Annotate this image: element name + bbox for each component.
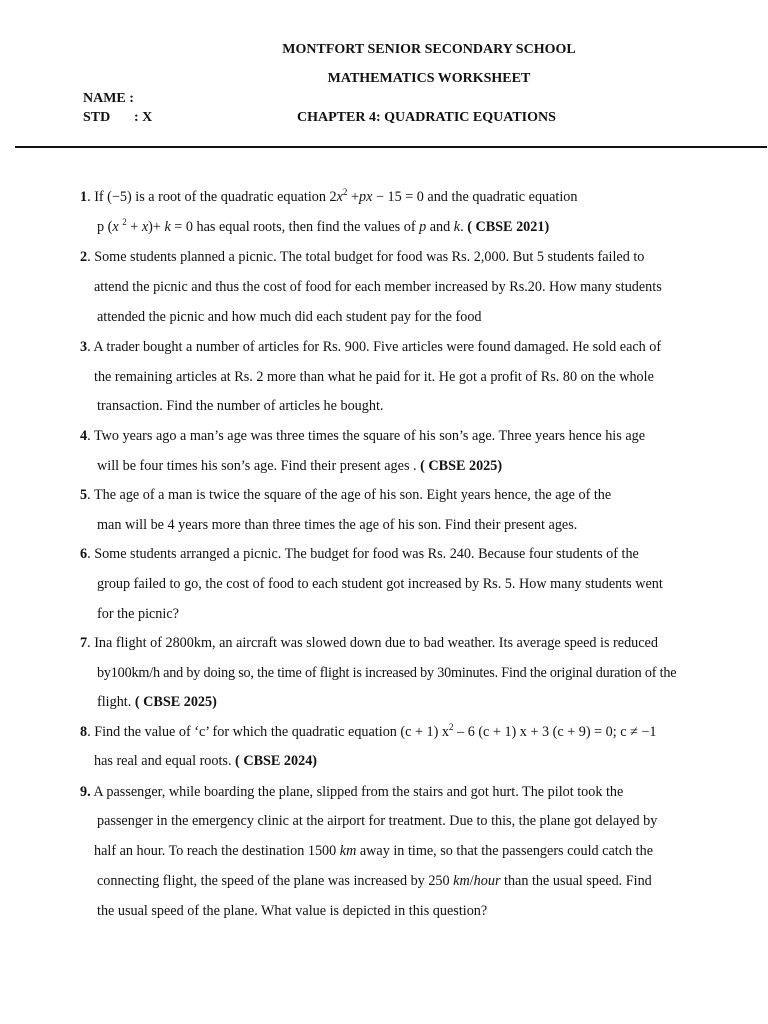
question-text: Two years ago a man’s age was three times the square of his son’s age. Three years hence his age — [93, 428, 646, 444]
name-label: NAME : — [83, 91, 134, 106]
question-4-line-1: 4. Two years ago a man’s age was three times the square of his son’s age. Three years hence his age — [80, 428, 646, 444]
header-divider — [15, 146, 767, 148]
question-8-line-2 — [94, 752, 317, 770]
question-text: has real and equal roots. — [94, 753, 232, 769]
question-3-line-3: transaction. Find the number of articles he bought. — [97, 398, 384, 414]
question-number: 9. — [80, 784, 91, 800]
std-value: : X — [134, 110, 153, 125]
question-number: 2 — [80, 249, 88, 265]
question-number: 4 — [80, 428, 88, 444]
question-number: 1 — [80, 189, 88, 205]
question-text: Ina flight of 2800km, an aircraft was slowed down due to bad weather. Its average speed is reduced — [94, 635, 658, 651]
question-2-line-2: attend the picnic and thus the cost of food for each member increased by Rs.20. How many students — [94, 279, 662, 295]
question-text: The age of a man is twice the square of the age of his son. Eight years hence, the age of the — [93, 487, 612, 503]
question-7-line-3 — [97, 693, 217, 711]
question-2-line-1: 2. Some students planned a picnic. The total budget for food was Rs. 2,000. But 5 students failed to — [80, 249, 645, 265]
question-7-line-1: 7. Ina flight of 2800km, an aircraft was slowed down due to bad weather. Its average speed is reduced — [80, 635, 658, 651]
question-4-line-2 — [97, 457, 502, 475]
school-name: MONTFORT SENIOR SECONDARY SCHOOL — [282, 42, 576, 57]
question-number: 3 — [80, 339, 88, 355]
question-text: A trader bought a number of articles for Rs. 900. Five articles were found damaged. He sold each of — [93, 339, 662, 355]
question-7-line-2: by100km/h and by doing so, the time of flight is increased by 30minutes. Find the original duration of the — [97, 665, 677, 681]
question-8-line-1: 8. Find the value of ‘c’ for which the quadratic equation (c + 1) $x^2 - 6$ (c + 1) x + 3 (c + 9) = 0; c ≠ −1 — [80, 722, 657, 740]
worksheet-title: MATHEMATICS WORKSHEET — [327, 71, 531, 86]
question-6-line-3: for the picnic? — [97, 606, 179, 622]
question-6-line-1: 6. Some students arranged a picnic. The budget for food was Rs. 240. Because four students of the — [80, 546, 639, 562]
question-9-line-3: half an hour. To reach the destination 1500 km away in time, so that the passengers could catch the — [94, 843, 653, 859]
question-number: 7 — [80, 635, 88, 651]
exam-tag: ( CBSE 2024) — [235, 753, 318, 769]
question-3-line-1: 3. A trader bought a number of articles for Rs. 900. Five articles were found damaged. He sold each of — [80, 339, 662, 355]
question-5-line-1: 5. The age of a man is twice the square of the age of his son. Eight years hence, the age of the — [80, 487, 612, 503]
question-1-line-2: p (x $^2$ + x)+ k = 0 has equal roots, then find the values of p and k. ( CBSE 2021) — [97, 217, 550, 235]
question-text: flight. — [97, 694, 132, 710]
exam-tag: ( CBSE 2025) — [420, 458, 503, 474]
question-9-line-1 — [80, 783, 623, 801]
question-number: 6 — [80, 546, 88, 562]
question-number: 8 — [80, 724, 88, 740]
question-number: 5 — [80, 487, 88, 503]
question-5-line-2: man will be 4 years more than three times the age of his son. Find their present ages. — [97, 517, 578, 533]
question-9-line-5: the usual speed of the plane. What value is depicted in this question? — [97, 903, 488, 919]
question-9-line-2: passenger in the emergency clinic at the airport for treatment. Due to this, the plane got delayed by — [97, 813, 658, 829]
exam-tag: ( CBSE 2025) — [134, 694, 217, 710]
question-text: A passenger, while boarding the plane, slipped from the stairs and got hurt. The pilot took the — [93, 784, 624, 800]
question-9-line-4: connecting flight, the speed of the plane was increased by 250 km/hour than the usual speed. Find — [97, 873, 652, 889]
exam-tag: ( CBSE 2021) — [467, 219, 550, 235]
question-1-line-1: 1. If (−5) is a root of the quadratic equation $2x^2 +px - 15 = 0$ and the quadratic equation — [80, 187, 578, 205]
question-text: Some students arranged a picnic. The budget for food was Rs. 240. Because four students of the — [94, 546, 639, 562]
question-2-line-3: attended the picnic and how much did each student pay for the food — [97, 309, 482, 325]
std-label: STD — [83, 110, 111, 125]
question-text: will be four times his son’s age. Find their present ages . — [97, 458, 417, 474]
chapter-title: CHAPTER 4: QUADRATIC EQUATIONS — [297, 110, 556, 125]
question-text: Some students planned a picnic. The total budget for food was Rs. 2,000. But 5 students failed to — [94, 249, 645, 265]
question-6-line-2: group failed to go, the cost of food to each student got increased by Rs. 5. How many students went — [97, 576, 663, 592]
question-3-line-2: the remaining articles at Rs. 2 more than what he paid for it. He got a profit of Rs. 80 on the whole — [94, 369, 654, 385]
